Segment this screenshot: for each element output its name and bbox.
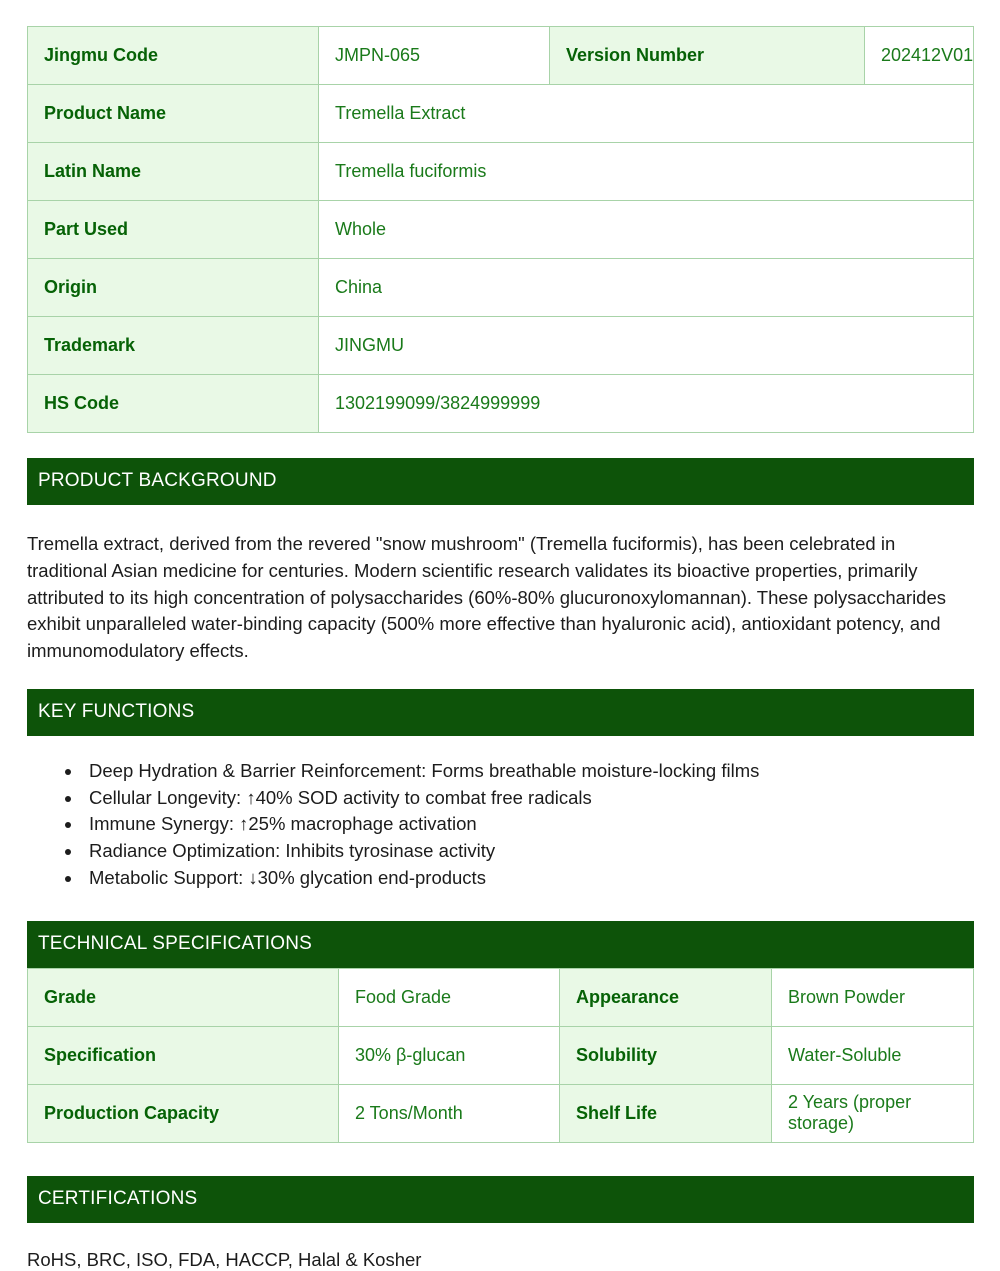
spec-label-appearance: Appearance xyxy=(560,968,772,1026)
spec-label-specification: Specification xyxy=(28,1026,339,1084)
identity-label-hs-code: HS Code xyxy=(28,375,319,433)
identity-value-trademark: JINGMU xyxy=(319,317,974,375)
technical-specifications-table xyxy=(27,968,974,1143)
table-row xyxy=(28,375,974,433)
identity-value-version-number: 202412V01 xyxy=(865,27,974,85)
spec-label-solubility: Solubility xyxy=(560,1026,772,1084)
identity-value-jingmu-code: JMPN-065 xyxy=(319,27,550,85)
list-item: • Immune Synergy: ↑25% macrophage activation xyxy=(83,811,973,838)
section-header-certifications: CERTIFICATIONS xyxy=(27,1176,974,1223)
spacer xyxy=(27,665,973,689)
list-item: • Deep Hydration & Barrier Reinforcement: Forms breathable moisture-locking films xyxy=(83,758,973,785)
list-item: • Cellular Longevity: ↑40% SOD activity to combat free radicals xyxy=(83,785,973,812)
table-row xyxy=(28,968,974,1026)
table-row xyxy=(28,27,974,85)
spacer xyxy=(27,892,973,921)
identity-value-part-used: Whole xyxy=(319,201,974,259)
identity-label-latin-name: Latin Name xyxy=(28,143,319,201)
product-background-paragraph: Tremella extract, derived from the revered "snow mushroom" (Tremella fuciformis), has been celebrated in traditional Asian medicine for centuries. Modern scientific research validates its bioactive properties, primarily attributed to its high concentration of polysaccharides (60%-80% glucuronoxylomannan). These polysaccharides exhibit unparalleled water-binding capacity (500% more effective than hyaluronic acid), antioxidant potency, and immunomodulatory effects. xyxy=(27,532,947,662)
identity-label-product-name: Product Name xyxy=(28,85,319,143)
certifications-text: RoHS, BRC, ISO, FDA, HACCP, Halal & Kosher xyxy=(27,1248,422,1270)
spec-label-shelf-life: Shelf Life xyxy=(560,1084,772,1142)
identity-label-trademark: Trademark xyxy=(28,317,319,375)
identity-value-origin: China xyxy=(319,259,974,317)
identity-value-product-name: Tremella Extract xyxy=(319,85,974,143)
spec-value-solubility: Water-Soluble xyxy=(772,1026,974,1084)
section-header-key-functions: KEY FUNCTIONS xyxy=(27,689,974,736)
identity-label-origin: Origin xyxy=(28,259,319,317)
spec-value-grade: Food Grade xyxy=(339,968,560,1026)
spacer xyxy=(27,433,973,458)
table-row xyxy=(28,143,974,201)
identity-label-jingmu-code: Jingmu Code xyxy=(28,27,319,85)
section-header-technical-specifications: TECHNICAL SPECIFICATIONS xyxy=(27,921,974,968)
table-row xyxy=(28,201,974,259)
list-item: • Metabolic Support: ↓30% glycation end-products xyxy=(83,865,973,892)
list-item: • Radiance Optimization: Inhibits tyrosinase activity xyxy=(83,838,973,865)
identity-value-latin-name: Tremella fuciformis xyxy=(319,143,974,201)
table-row xyxy=(28,317,974,375)
table-row xyxy=(28,259,974,317)
key-functions-list xyxy=(27,758,973,892)
spec-value-shelf-life: 2 Years (proper storage) xyxy=(772,1084,974,1142)
identity-value-hs-code: 1302199099/3824999999 xyxy=(319,375,974,433)
spec-label-grade: Grade xyxy=(28,968,339,1026)
table-row xyxy=(28,1026,974,1084)
table-row xyxy=(28,1084,974,1142)
table-row xyxy=(28,85,974,143)
spec-label-production-capacity: Production Capacity xyxy=(28,1084,339,1142)
section-header-product-background: PRODUCT BACKGROUND xyxy=(27,458,974,505)
spec-value-appearance: Brown Powder xyxy=(772,968,974,1026)
spacer xyxy=(27,1143,973,1176)
identity-label-part-used: Part Used xyxy=(28,201,319,259)
spec-value-specification: 30% β-glucan xyxy=(339,1026,560,1084)
product-identity-table xyxy=(27,26,974,433)
identity-label-version-number: Version Number xyxy=(550,27,865,85)
spec-value-production-capacity: 2 Tons/Month xyxy=(339,1084,560,1142)
